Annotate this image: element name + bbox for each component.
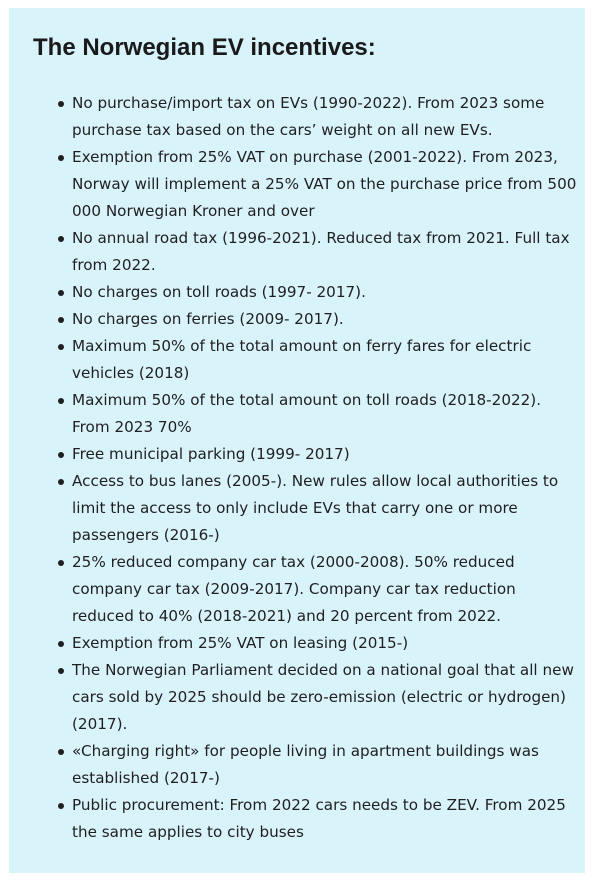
list-item [72,792,577,846]
bullet-icon [58,641,64,647]
page-title: The Norwegian EV incentives: [33,34,376,61]
bullet-icon [58,479,64,485]
list-item [72,738,577,792]
bullet-icon [58,398,64,404]
list-item [72,657,577,738]
list-item-text: Exemption from 25% VAT on leasing (2015-) [72,634,409,652]
list-item [72,225,577,279]
bullet-icon [58,452,64,458]
list-item [72,306,577,333]
list-item-text: 25% reduced company car tax (2000-2008). 50% reduced company car tax (2009-2017). Company car tax reduction reduced to 40% (2018-2021) and 20 percent from 2022. [72,553,516,625]
bullet-icon [58,560,64,566]
list-item-text: The Norwegian Parliament decided on a national goal that all new cars sold by 2025 should be zero-emission (electric or hydrogen) (2017). [72,661,574,733]
list-item [72,468,577,549]
list-item-text: Maximum 50% of the total amount on ferry fares for electric vehicles (2018) [72,337,532,382]
incentives-list [72,90,577,846]
list-item [72,549,577,630]
list-item-text: Exemption from 25% VAT on purchase (2001-2022). From 2023, Norway will implement a 25% VAT on the purchase price from 500 000 Norwegian Kroner and over [72,148,577,220]
incentives-panel [9,8,585,873]
bullet-icon [58,749,64,755]
list-item-text: Maximum 50% of the total amount on toll roads (2018-2022). From 2023 70% [72,391,542,436]
bullet-icon [58,317,64,323]
list-item [72,387,577,441]
list-item-text: No charges on toll roads (1997- 2017). [72,283,366,301]
bullet-icon [58,155,64,161]
list-item [72,90,577,144]
list-item-text: Public procurement: From 2022 cars needs to be ZEV. From 2025 the same applies to city buses [72,796,566,841]
bullet-icon [58,668,64,674]
list-item [72,333,577,387]
list-item [72,279,577,306]
list-item-text: No annual road tax (1996-2021). Reduced tax from 2021. Full tax from 2022. [72,229,570,274]
bullet-icon [58,290,64,296]
list-item-text: No charges on ferries (2009- 2017). [72,310,344,328]
bullet-icon [58,101,64,107]
list-item [72,630,577,657]
list-item [72,441,577,468]
bullet-icon [58,803,64,809]
list-item-text: Free municipal parking (1999- 2017) [72,445,350,463]
list-item-text: No purchase/import tax on EVs (1990-2022). From 2023 some purchase tax based on the cars’ weight on all new EVs. [72,94,545,139]
list-item-text: «Charging right» for people living in apartment buildings was established (2017-) [72,742,539,787]
bullet-icon [58,236,64,242]
list-item [72,144,577,225]
bullet-icon [58,344,64,350]
list-item-text: Access to bus lanes (2005-). New rules allow local authorities to limit the access to only include EVs that carry one or more passengers (2016-) [72,472,559,544]
